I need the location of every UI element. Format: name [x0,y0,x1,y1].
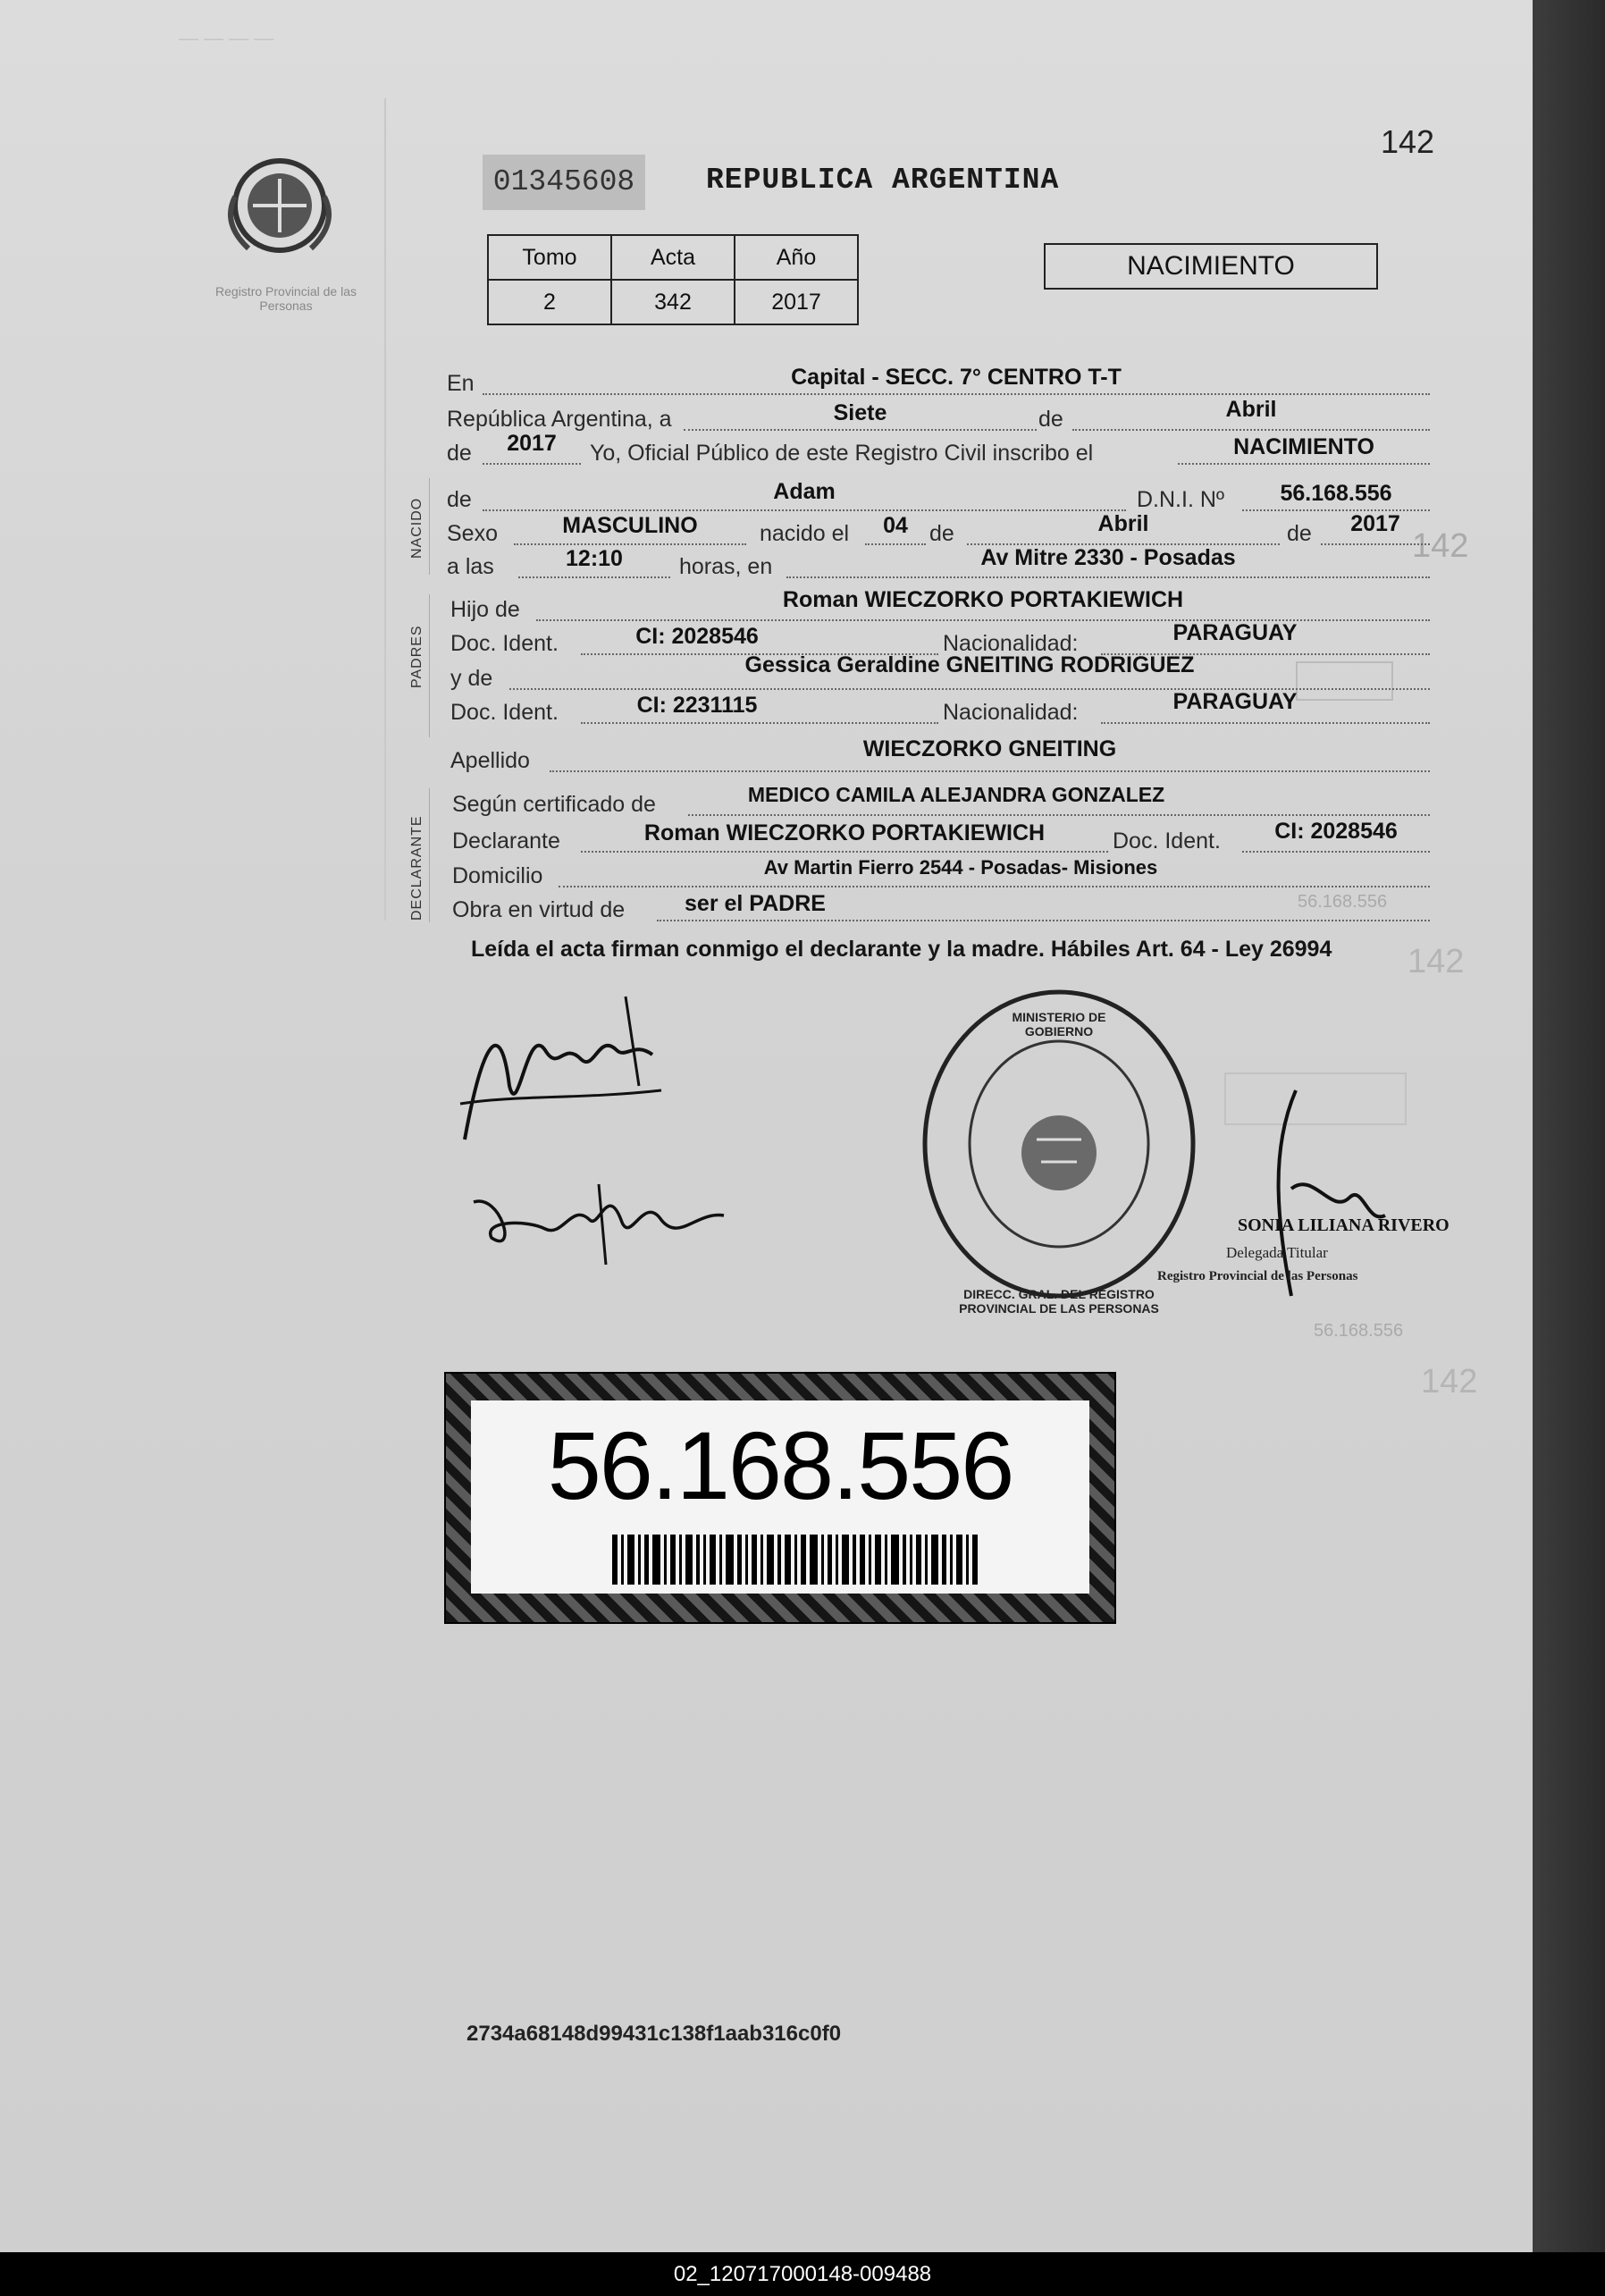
ghost-page-number: 142 [1421,1363,1478,1400]
stamp-inner-text: MINISTERIO DE GOBIERNO [1012,1010,1106,1039]
field-obra: ser el PADRE [685,891,826,916]
field-madre-doc: CI: 2231115 [636,693,758,718]
field-anio: 2017 [507,431,557,456]
fill-line [684,429,1037,431]
label-domicilio: Domicilio [452,863,543,888]
label-y-de: y de [450,666,493,691]
stamp-ring-text: DIRECC. GRAL. DEL REGISTRO PROVINCIAL DE LAS PERSONAS [959,1287,1159,1316]
field-padre-nac: PARAGUAY [1172,620,1298,645]
fill-line [483,463,581,465]
section-separator [429,788,430,922]
tomo-acta-anio-table [487,234,859,325]
table-cell: 2017 [735,280,858,324]
serial-number: 01345608 [483,155,645,210]
section-nacido: NACIDO [409,497,424,559]
field-acto: NACIMIENTO [1233,434,1374,459]
field-dia-nac: 04 [883,513,908,538]
label-a-las: a las [447,554,494,579]
field-declarante-doc: CI: 2028546 [1274,819,1398,844]
section-padres: PADRES [409,625,424,688]
ghost-page-number: 142 [1412,527,1469,565]
field-dia-letras: Siete [833,400,887,425]
signature-declarante-icon [447,988,679,1166]
label-segun: Según certificado de [452,792,656,817]
section-separator [429,478,430,575]
label-hijo-de: Hijo de [450,597,520,622]
fill-line [1178,463,1430,465]
table-cell: 2 [488,280,611,324]
table-cell: 342 [611,280,735,324]
label-republica: República Argentina, a [447,407,672,432]
document-title: REPUBLICA ARGENTINA [706,164,1060,197]
table-header: Tomo [488,235,611,280]
fill-line [581,722,938,724]
label-horas-en: horas, en [679,554,773,579]
label-obra: Obra en virtud de [452,897,626,922]
official-role: Delegada Titular [1226,1244,1328,1261]
legal-statement: Leída el acta firman conmigo el declarante y la madre. Hábiles Art. 64 - Ley 26994 [471,937,1332,962]
label-yo-oficial: Yo, Oficial Público de este Registro Civil inscribo el [590,441,1094,466]
table-header: Año [735,235,858,280]
fill-line [1101,722,1430,724]
label-doc-ident: Doc. Ident. [1113,828,1221,854]
label-en: En [447,371,475,396]
field-padre: Roman WIECZORKO PORTAKIEWICH [782,587,1184,612]
label-sexo: Sexo [447,521,498,546]
fill-line [657,920,1430,921]
fill-line [518,576,670,578]
label-de: de [447,441,472,466]
barcode-inner [471,1400,1089,1594]
barcode-icon [612,1535,1005,1585]
fill-line [559,886,1430,887]
section-separator [429,594,430,737]
field-lugar-nac: Av Mitre 2330 - Posadas [980,545,1236,570]
field-domicilio: Av Martin Fierro 2544 - Posadas- Misiones [763,856,1158,879]
table-header: Acta [611,235,735,280]
field-apellido: WIECZORKO GNEITING [862,736,1117,761]
fill-line [1072,429,1430,431]
label-nacido-el: nacido el [760,521,850,546]
label-nacionalidad: Nacionalidad: [943,631,1079,656]
field-lugar: Capital - SECC. 7° CENTRO T-T [791,365,1122,390]
ghost-dni: 56.168.556 [1298,892,1388,912]
barcode-number: 56.168.556 [547,1411,1013,1519]
field-declarante: Roman WIECZORKO PORTAKIEWICH [643,820,1046,845]
fill-line [483,393,1430,395]
field-anio-nac: 2017 [1350,511,1400,536]
fill-line [1242,851,1430,853]
label-doc-ident: Doc. Ident. [450,700,559,725]
label-apellido: Apellido [450,748,530,773]
file-name-footer: 02_120717000148-009488 [0,2252,1605,2296]
field-dni: 56.168.556 [1280,481,1392,506]
field-sexo: MASCULINO [562,513,698,538]
ghost-dni: 56.168.556 [1314,1321,1404,1341]
seal-caption: Registro Provincial de las Personas [215,284,357,313]
section-declarante: DECLARANTE [409,815,424,921]
official-name: SONIA LILIANA RIVERO [1238,1215,1450,1235]
label-doc-ident: Doc. Ident. [450,631,559,656]
field-mes-nac: Abril [1097,511,1149,536]
ghost-page-number: 142 [1408,943,1465,980]
barcode-label [444,1372,1116,1624]
label-de: de [929,521,954,546]
record-type-box: NACIMIENTO [1044,243,1378,290]
signature-madre-icon [465,1166,733,1274]
fill-line [786,576,1430,578]
field-madre: Gessica Geraldine GNEITING RODRIGUEZ [744,652,1195,677]
label-nacionalidad: Nacionalidad: [943,700,1079,725]
page-number: 142 [1381,123,1435,160]
label-de: de [447,487,472,512]
label-de: de [1287,521,1312,546]
document-hash: 2734a68148d99431c138f1aab316c0f0 [466,2022,842,2046]
label-dni: D.N.I. Nº [1137,487,1225,512]
official-org: Registro Provincial de las Personas [1157,1269,1358,1283]
field-madre-nac: PARAGUAY [1172,689,1298,714]
provincial-seal-icon [213,143,347,277]
ghost-text: — — — — [179,27,274,49]
field-padre-doc: CI: 2028546 [635,624,759,649]
fill-line [550,770,1430,772]
field-nombre: Adam [773,479,836,504]
label-de: de [1038,407,1063,432]
fill-line [514,543,746,545]
field-certificado: MEDICO CAMILA ALEJANDRA GONZALEZ [747,783,1165,806]
margin-line [384,98,386,921]
fill-line [688,814,1430,816]
field-mes: Abril [1225,397,1277,422]
label-declarante: Declarante [452,828,560,854]
field-hora: 12:10 [566,546,623,571]
fill-line [581,851,1108,853]
